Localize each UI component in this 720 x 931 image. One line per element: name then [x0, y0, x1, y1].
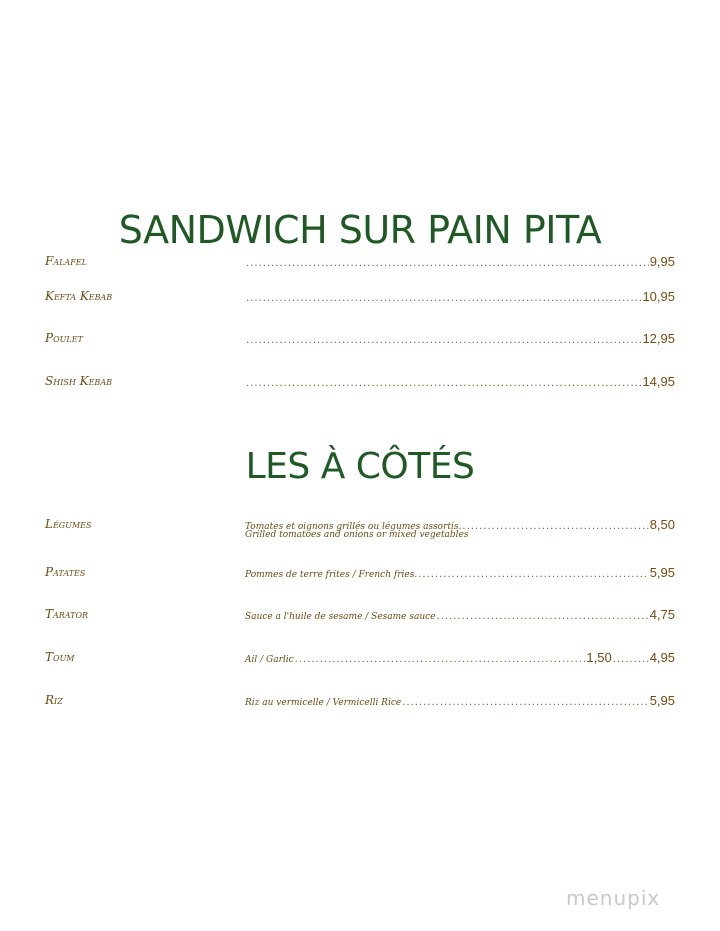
item-price: 4,95 — [649, 650, 675, 665]
item-price: 10,95 — [642, 289, 675, 304]
item-line — [245, 565, 675, 580]
item-price: 5,95 — [649, 693, 675, 708]
item-name: Riz — [45, 693, 63, 707]
item-description: Riz au vermicelle / Vermicelli Rice — [245, 698, 402, 708]
menu-item-toum — [45, 650, 675, 670]
menu-item-riz — [45, 693, 675, 713]
dot-leader — [246, 258, 649, 269]
item-price: 12,95 — [642, 331, 675, 346]
item-description: Pommes de terre frites / French fries. — [245, 570, 418, 580]
item-price: 4,75 — [649, 607, 675, 622]
dot-leader — [613, 654, 649, 665]
menu-item-kefta-kebab — [45, 289, 675, 309]
dot-leader — [402, 697, 648, 708]
menu-item-shish-kebab — [45, 374, 675, 394]
section-title-cotes: LES À CÔTÉS — [245, 446, 475, 487]
item-price: 8,50 — [649, 517, 675, 532]
item-price: 5,95 — [649, 565, 675, 580]
item-line — [245, 374, 675, 389]
item-line — [245, 254, 675, 269]
item-line — [245, 289, 675, 304]
dot-leader — [246, 293, 641, 304]
menu-item-tarator — [45, 607, 675, 627]
dot-leader — [295, 654, 586, 665]
menu-item-patates — [45, 565, 675, 585]
item-line — [245, 607, 675, 622]
item-name: Poulet — [45, 331, 83, 345]
dot-leader — [246, 378, 641, 389]
menu-item-poulet — [45, 331, 675, 351]
item-price: 9,95 — [649, 254, 675, 269]
item-name: Kefta Kebab — [45, 289, 113, 303]
item-name: Patates — [45, 565, 86, 579]
item-name: Falafel — [45, 254, 87, 268]
item-description: Tomates et oignons grillés ou légumes assortis. — [245, 522, 462, 532]
item-description: Ail / Garlic — [245, 655, 294, 665]
item-name: Légumes — [45, 517, 92, 531]
section-title-sandwich: SANDWICH SUR PAIN PITA — [118, 208, 602, 252]
dot-leader — [462, 521, 648, 532]
item-price-small: 1,50 — [586, 650, 612, 665]
menupix-watermark: menupix — [566, 886, 661, 910]
item-description: Sauce a l'huile de sesame / Sesame sauce — [245, 612, 436, 622]
menu-item-legumes — [45, 517, 675, 547]
item-name: Shish Kebab — [45, 374, 112, 388]
item-line — [245, 650, 675, 665]
dot-leader — [437, 611, 649, 622]
menu-item-falafel — [45, 254, 675, 274]
item-description-english: Grilled tomatoes and onions or mixed vegetables — [245, 530, 469, 540]
item-name: Tarator — [45, 607, 89, 621]
dot-leader — [418, 569, 649, 580]
item-line — [245, 331, 675, 346]
item-line — [245, 693, 675, 708]
item-price: 14,95 — [642, 374, 675, 389]
dot-leader — [246, 335, 641, 346]
item-name: Toum — [45, 650, 75, 664]
